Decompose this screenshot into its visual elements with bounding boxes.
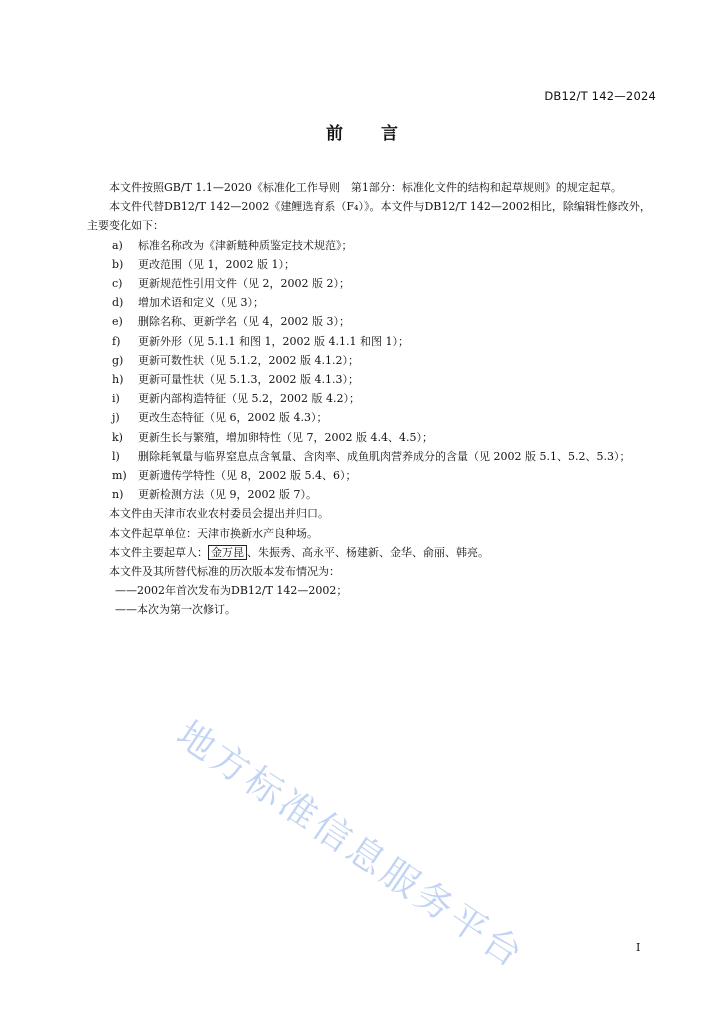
intro-paragraph-1: 本文件按照GB/T 1.1—2020《标准化工作导则 第1部分：标准化文件的结构和起草规则》的规定起草。 (109, 181, 622, 194)
list-item (87, 274, 659, 293)
list-item-text: 更新规范性引用文件（见 2，2002 版 2）； (138, 277, 350, 291)
list-item-mark: l) (112, 449, 120, 463)
list-item (87, 312, 659, 331)
drafters-line (87, 543, 659, 562)
list-item (87, 332, 659, 351)
page-title (0, 119, 724, 144)
list-item-text: 更改生态特征（见 6，2002 版 4.3）； (138, 411, 328, 425)
history-intro: 本文件及其所替代标准的历次版本发布情况为： (109, 565, 340, 579)
list-item-text: 更新检测方法（见 9，2002 版 7）。 (138, 488, 317, 502)
list-item-text: 标准名称改为《津新鲢种质鉴定技术规范》； (138, 238, 353, 252)
page-number: I (636, 941, 641, 954)
list-item (87, 466, 659, 485)
list-item-mark: h) (112, 373, 124, 387)
list-item (87, 236, 659, 255)
list-item (87, 408, 659, 427)
drafters-label: 本文件主要起草人： (109, 545, 208, 559)
foreword-body (87, 178, 659, 620)
proposer-line: 本文件由天津市农业农村委员会提出并归口。 (109, 507, 329, 521)
list-item (87, 370, 659, 389)
list-item (87, 447, 659, 466)
history-line: ——本次为第一次修订。 (115, 603, 236, 617)
list-item-text: 更新外形（见 5.1.1 和图 1，2002 版 4.1.1 和图 1）； (138, 334, 409, 348)
list-item-mark: m) (112, 469, 127, 483)
list-item (87, 428, 659, 447)
list-item-text: 更新可量性状（见 5.1.3，2002 版 4.1.3）； (138, 373, 359, 387)
list-item-mark: e) (112, 315, 123, 329)
list-item-text: 删除名称、更新学名（见 4，2002 版 3）； (138, 315, 350, 329)
list-item-mark: d) (112, 296, 124, 310)
list-item (87, 255, 659, 274)
first-drafter-name: 金万昆 (208, 545, 247, 560)
list-item-mark: c) (112, 277, 123, 291)
other-drafters: 、朱振秀、高永平、杨建新、金华、俞丽、韩亮。 (247, 545, 489, 559)
changes-list (87, 236, 659, 505)
document-code: DB12/T 142—2024 (544, 89, 656, 103)
list-item (87, 389, 659, 408)
title-char-2: 言 (381, 124, 398, 144)
list-item-text: 增加术语和定义（见 3）； (138, 296, 264, 310)
list-item-text: 删除耗氧量与临界窒息点含氧量、含肉率、成鱼肌肉营养成分的含量（见 2002 版 5.1、5.2、5.3）； (138, 449, 631, 463)
list-item-text: 更新内部构造特征（见 5.2，2002 版 4.2）； (138, 392, 360, 406)
list-item-mark: k) (112, 430, 123, 444)
list-item-mark: g) (112, 353, 124, 367)
drafting-unit-line: 本文件起草单位：天津市换新水产良种场。 (109, 526, 318, 540)
history-line: ——2002年首次发布为DB12/T 142—2002； (115, 584, 348, 598)
list-item (87, 351, 659, 370)
list-item (87, 293, 659, 312)
watermark: 地方标准信息服务平台 (168, 712, 533, 978)
title-char-1: 前 (326, 124, 343, 144)
list-item-mark: n) (112, 488, 124, 502)
list-item-mark: a) (112, 238, 123, 252)
list-item-text: 更改范围（见 1，2002 版 1）； (138, 257, 295, 271)
list-item-text: 更新生长与繁殖，增加卵特性（见 7，2002 版 4.4、4.5）； (138, 430, 433, 444)
list-item-text: 更新可数性状（见 5.1.2，2002 版 4.1.2）； (138, 353, 359, 367)
list-item-mark: f) (112, 334, 121, 348)
list-item-mark: i) (112, 392, 120, 406)
list-item-mark: j) (112, 411, 120, 425)
intro-paragraph-2: 本文件代替DB12/T 142—2002《建鲤选育系（F₄）》。本文件与DB12/T 142—2002相比，除编辑性修改外，主要变化如下： (87, 200, 651, 233)
list-item-text: 更新遗传学特性（见 8，2002 版 5.4、6）； (138, 469, 357, 483)
list-item-mark: b) (112, 257, 124, 271)
list-item (87, 485, 659, 504)
